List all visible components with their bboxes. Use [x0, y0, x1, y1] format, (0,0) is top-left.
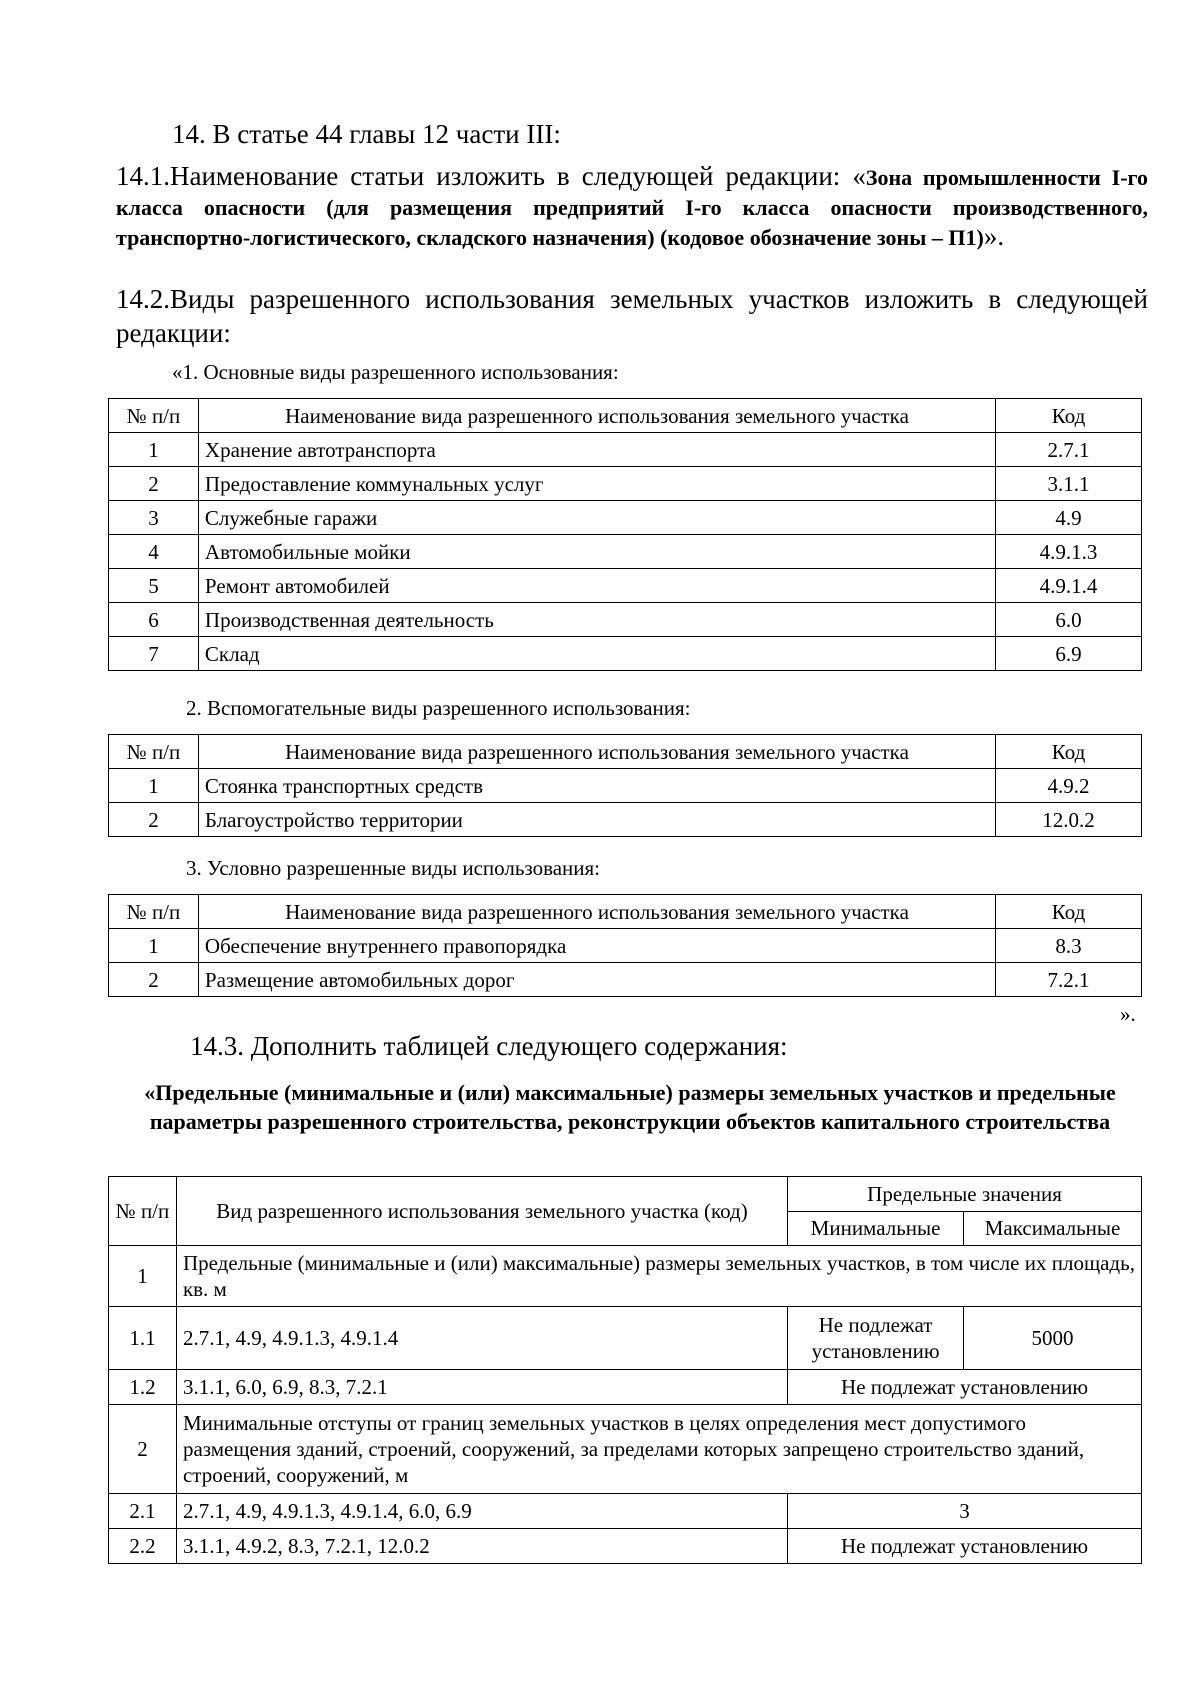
- row-code: 4.9: [996, 501, 1142, 535]
- limits-table-title: «Предельные (минимальные и (или) максимальные) размеры земельных участков и предельные параметры разрешенного строительства, реконструкции объектов капитального строительства: [144, 1080, 1116, 1134]
- table-row: [109, 603, 1142, 637]
- row-name: Стоянка транспортных средств: [198, 769, 995, 803]
- row-name: Размещение автомобильных дорог: [198, 963, 995, 997]
- row-code: 4.9.1.3: [996, 535, 1142, 569]
- limits-header-min: Минимальные: [788, 1211, 964, 1246]
- row-code: 2.7.1: [996, 433, 1142, 467]
- aux-uses-title: 2. Вспомогательные виды разрешенного использования:: [186, 696, 691, 720]
- table-row: [109, 929, 1142, 963]
- table-row: [109, 1529, 1142, 1564]
- row-num: 2.2: [109, 1529, 177, 1564]
- row-num: 1: [109, 433, 199, 467]
- row-code: 4.9.2: [996, 769, 1142, 803]
- row-name: Хранение автотранспорта: [198, 433, 995, 467]
- header-name: Наименование вида разрешенного использования земельного участка: [198, 895, 995, 929]
- row-code: 6.9: [996, 637, 1142, 671]
- row-name: Обеспечение внутреннего правопорядка: [198, 929, 995, 963]
- row-num: 1.2: [109, 1370, 177, 1405]
- table-row: [109, 1307, 1142, 1370]
- section-14-heading: 14. В статье 44 главы 12 части III:: [172, 119, 561, 149]
- row-text: Предельные (минимальные и (или) максимальные) размеры земельных участков, в том числе их площадь, кв. м: [176, 1246, 1141, 1307]
- row-num: 1: [109, 769, 199, 803]
- row-code: 6.0: [996, 603, 1142, 637]
- row-codes: 3.1.1, 6.0, 6.9, 8.3, 7.2.1: [176, 1370, 787, 1405]
- header-num: № п/п: [109, 399, 199, 433]
- row-name: Ремонт автомобилей: [198, 569, 995, 603]
- row-num: 2.1: [109, 1494, 177, 1529]
- limits-table: [108, 1176, 1142, 1564]
- table-row: [109, 467, 1142, 501]
- zone-name-bold: Зона промышленности I-го класса опасности (для размещения предприятий I-го класса опасности производственного, транспортно-логистического, складского назначения) (кодовое обозначение зоны – П1): [116, 165, 1148, 250]
- row-num: 2: [109, 467, 199, 501]
- section-14-1-lead: 14.1.Наименование статьи изложить в следующей редакции: «: [116, 161, 866, 191]
- row-num: 1: [109, 929, 199, 963]
- table-row: [109, 535, 1142, 569]
- header-code: Код: [996, 399, 1142, 433]
- cond-uses-title: 3. Условно разрешенные виды использования:: [186, 856, 601, 880]
- row-num: 1: [109, 1246, 177, 1307]
- limits-header-max: Максимальные: [964, 1211, 1142, 1246]
- row-value: Не подлежат установлению: [788, 1529, 1142, 1564]
- table-row: [109, 1370, 1142, 1405]
- row-codes: 3.1.1, 4.9.2, 8.3, 7.2.1, 12.0.2: [176, 1529, 787, 1564]
- row-value: Не подлежат установлению: [788, 1370, 1142, 1405]
- header-num: № п/п: [109, 895, 199, 929]
- row-code: 12.0.2: [996, 803, 1142, 837]
- row-name: Склад: [198, 637, 995, 671]
- aux-uses-table: [108, 734, 1142, 837]
- table-row: [109, 569, 1142, 603]
- row-name: Автомобильные мойки: [198, 535, 995, 569]
- header-code: Код: [996, 895, 1142, 929]
- limits-header-num: № п/п: [109, 1177, 177, 1246]
- header-name: Наименование вида разрешенного использования земельного участка: [198, 735, 995, 769]
- row-num: 2: [109, 1405, 177, 1494]
- header-name: Наименование вида разрешенного использования земельного участка: [198, 399, 995, 433]
- row-codes: 2.7.1, 4.9, 4.9.1.3, 4.9.1.4: [176, 1307, 787, 1370]
- cond-uses-table: [108, 894, 1142, 997]
- header-num: № п/п: [109, 735, 199, 769]
- row-code: 3.1.1: [996, 467, 1142, 501]
- row-name: Благоустройство территории: [198, 803, 995, 837]
- section-14-1-tail: ».: [983, 221, 1005, 251]
- row-num: 4: [109, 535, 199, 569]
- main-uses-table: [108, 398, 1142, 671]
- row-min: Не подлежат установлению: [788, 1307, 964, 1370]
- table-header-row: [109, 735, 1142, 769]
- closing-quote: ».: [1120, 1002, 1136, 1026]
- table-row: [109, 1405, 1142, 1494]
- row-name: Производственная деятельность: [198, 603, 995, 637]
- table-row: [109, 433, 1142, 467]
- row-num: 7: [109, 637, 199, 671]
- header-code: Код: [996, 735, 1142, 769]
- row-code: 7.2.1: [996, 963, 1142, 997]
- table-row: [109, 769, 1142, 803]
- main-uses-title: «1. Основные виды разрешенного использования:: [172, 360, 619, 384]
- row-num: 6: [109, 603, 199, 637]
- row-value: 3: [788, 1494, 1142, 1529]
- row-code: 8.3: [996, 929, 1142, 963]
- table-row: [109, 963, 1142, 997]
- row-name: Предоставление коммунальных услуг: [198, 467, 995, 501]
- limits-header-values: Предельные значения: [788, 1177, 1142, 1212]
- table-row: [109, 803, 1142, 837]
- section-14-1-paragraph: [116, 162, 1148, 252]
- row-name: Служебные гаражи: [198, 501, 995, 535]
- row-code: 4.9.1.4: [996, 569, 1142, 603]
- row-text: Минимальные отступы от границ земельных участков в целях определения мест допустимого размещения зданий, строений, сооружений, за пределами которых запрещено строительство зданий, строений, сооружений, м: [176, 1405, 1141, 1494]
- table-row: [109, 1246, 1142, 1307]
- table-header-row: [109, 399, 1142, 433]
- row-codes: 2.7.1, 4.9, 4.9.1.3, 4.9.1.4, 6.0, 6.9: [176, 1494, 787, 1529]
- limits-header-row: [109, 1177, 1142, 1212]
- table-row: [109, 637, 1142, 671]
- section-14-3-heading: 14.3. Дополнить таблицей следующего содержания:: [190, 1031, 788, 1061]
- table-row: [109, 1494, 1142, 1529]
- row-num: 5: [109, 569, 199, 603]
- row-num: 1.1: [109, 1307, 177, 1370]
- section-14-2-paragraph: 14.2.Виды разрешенного использования земельных участков изложить в следующей редакции:: [116, 284, 1148, 348]
- row-num: 3: [109, 501, 199, 535]
- table-header-row: [109, 895, 1142, 929]
- row-num: 2: [109, 803, 199, 837]
- table-row: [109, 501, 1142, 535]
- row-max: 5000: [964, 1307, 1142, 1370]
- limits-header-type: Вид разрешенного использования земельного участка (код): [176, 1177, 787, 1246]
- row-num: 2: [109, 963, 199, 997]
